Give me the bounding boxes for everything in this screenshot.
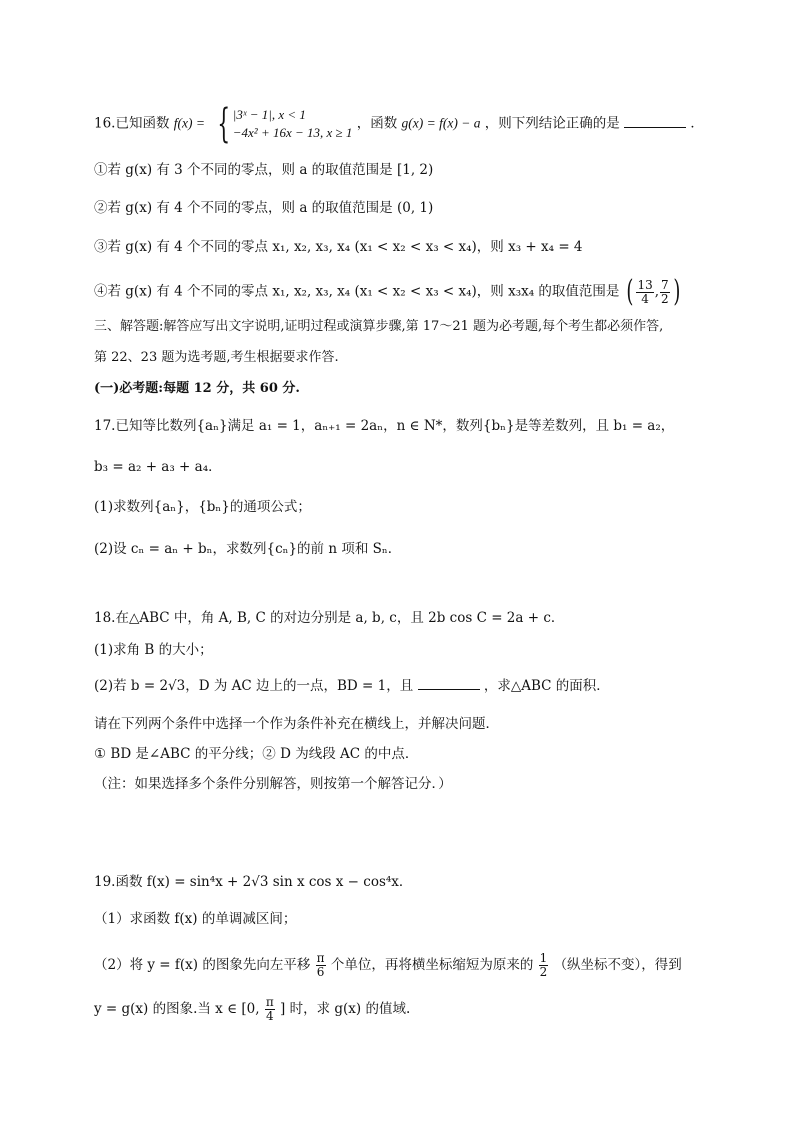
- q19-part-2-b: 个单位，再将横坐标缩短为原来的: [330, 957, 534, 973]
- q16-case1: |3ˣ − 1|, x < 1: [232, 107, 306, 122]
- q16-gx: g(x) = f(x) − a: [401, 115, 481, 131]
- q16-stem: [94, 101, 704, 147]
- q19-part-3: [94, 996, 410, 1023]
- q18-note-3: （注：如果选择多个条件分别解答，则按第一个解答记分．）: [94, 776, 452, 792]
- q18-part-2-post: ，求△ABC 的面积．: [483, 678, 610, 694]
- q19-part-2-c: （纵坐标不变），得到: [553, 957, 682, 973]
- q16-middle: ，函数: [356, 115, 398, 132]
- q18-stem: 18.在△ABC 中，角 A, B, C 的对边分别是 a, b, c，且 2b cos C = 2a + c．: [94, 610, 565, 626]
- q19-part-3-b: ] 时，求 g(x) 的值域.: [280, 1001, 411, 1017]
- q19-frac-1-2: $\frac{1}{2}$: [539, 951, 548, 979]
- q16-answer-blank: [624, 115, 686, 128]
- q17-stem-2: b₃ = a₂ + a₃ + a₄．: [94, 459, 222, 475]
- q19-frac-pi-4: $\frac{\pi}{4}$: [265, 995, 274, 1023]
- section3-line2: 第 22、23 题为选考题,考生根据要求作答.: [94, 350, 339, 365]
- q19-part-2: [94, 952, 682, 979]
- q16-piecewise: [211, 101, 353, 147]
- q19-frac-pi-6: $\frac{\pi}{6}$: [316, 951, 325, 979]
- q19-part-1: （1）求函数 f(x) 的单调减区间；: [94, 911, 297, 927]
- q17-part-1: (1)求数列{aₙ}，{bₙ}的通项公式；: [94, 499, 311, 515]
- section3-sub: (一)必考题:每题 12 分，共 60 分.: [94, 381, 300, 396]
- paren-right-icon: ): [673, 274, 681, 309]
- q16-prefix: 16.已知函数: [94, 115, 170, 132]
- q18-note-2: ① BD 是∠ABC 的平分线；② D 为线段 AC 的中点．: [94, 746, 419, 762]
- q18-note-1: 请在下列两个条件中选择一个作为条件补充在横线上，并解决问题．: [94, 716, 499, 732]
- q19-stem: 19.函数 f(x) = sin⁴x + 2√3 sin x cos x − cos⁴x．: [94, 874, 413, 890]
- q19-part-3-a: y = g(x) 的图象.当 x ∈ [0,: [94, 1001, 260, 1017]
- q18-part-2: [94, 677, 610, 695]
- q18-part-1: (1)求角 B 的大小；: [94, 642, 213, 658]
- q16-suffix: ，则下列结论正确的是: [484, 115, 620, 132]
- q17-stem-1: 17.已知等比数列{aₙ}满足 a₁ = 1，aₙ₊₁ = 2aₙ，n ∈ N*，数列{bₙ}是等差数列，且 b₁ = a₂，: [94, 418, 675, 434]
- q16-frac-13-4: $\frac{13}{4}$: [637, 277, 653, 306]
- paren-left-icon: (: [626, 274, 634, 309]
- q18-part-2-pre: (2)若 b = 2√3，D 为 AC 边上的一点，BD = 1，且: [94, 678, 414, 694]
- q16-end: ．: [690, 115, 704, 132]
- brace-icon: {: [217, 101, 231, 147]
- q16-option-3: ③若 g(x) 有 4 个不同的零点 x₁, x₂, x₃, x₄ (x₁ < x₂ < x₃ < x₄)，则 x₃ + x₄ = 4: [94, 239, 583, 255]
- q16-fx: f(x) =: [173, 115, 205, 131]
- q18-answer-blank: [418, 677, 480, 690]
- q17-part-2: (2)设 cₙ = aₙ + bₙ，求数列{cₙ}的前 n 项和 Sₙ．: [94, 541, 402, 557]
- q19-part-2-a: （2）将 y = f(x) 的图象先向左平移: [94, 957, 311, 973]
- q16-option-2: ②若 g(x) 有 4 个不同的零点，则 a 的取值范围是 (0, 1): [94, 200, 434, 216]
- q16-option-4: ④若 g(x) 有 4 个不同的零点 x₁, x₂, x₃, x₄ (x₁ < x₂ < x₃ < x₄)，则 x₃x₄ 的取值范围是 ( $\frac{13}{4}$ , $\frac{7}{2}$ ): [94, 274, 681, 309]
- q16-option-1: ①若 g(x) 有 3 个不同的零点，则 a 的取值范围是 [1, 2): [94, 162, 434, 178]
- q16-case2: −4x² + 16x − 13, x ≥ 1: [232, 125, 353, 140]
- q16-frac-7-2: $\frac{7}{2}$: [661, 277, 669, 306]
- section3-line1: 三、解答题:解答应写出文字说明,证明过程或演算步骤,第 17～21 题为必考题,每个考生都必须作答,: [94, 319, 664, 334]
- q16-option-4-text: ④若 g(x) 有 4 个不同的零点 x₁, x₂, x₃, x₄ (x₁ < x₂ < x₃ < x₄)，则 x₃x₄ 的取值范围是: [94, 283, 620, 300]
